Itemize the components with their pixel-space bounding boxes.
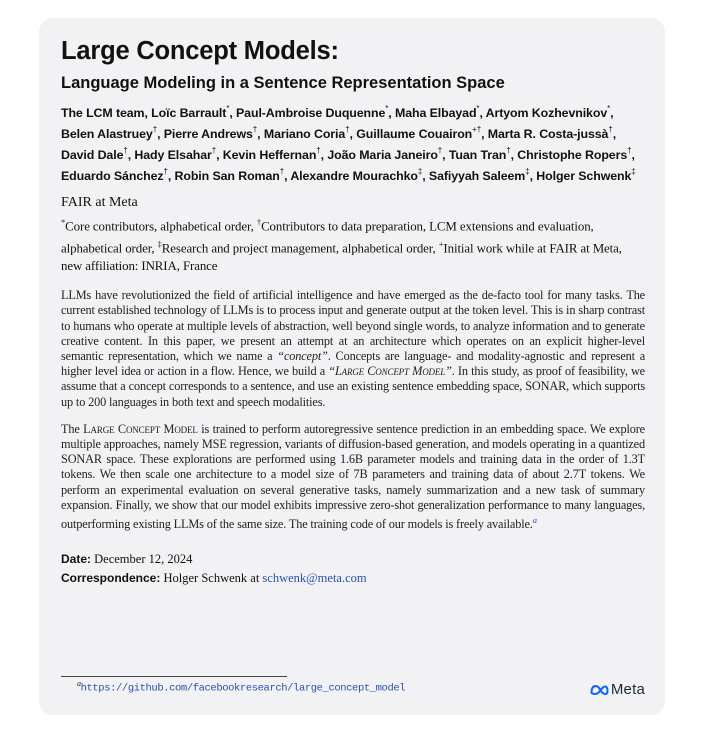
- paper-subtitle: Language Modeling in a Sentence Representation Space: [61, 74, 505, 92]
- author-name: Hady Elsahar: [134, 148, 212, 163]
- footnote-divider: [61, 676, 287, 677]
- email-link[interactable]: schwenk@meta.com: [262, 571, 367, 586]
- meta-logo: [589, 681, 645, 698]
- abstract-paragraph-2: [61, 422, 645, 533]
- author-mark: ‡: [631, 167, 636, 177]
- author-name: Maha Elbayad: [394, 106, 477, 121]
- paper-title: Large Concept Models:: [61, 37, 339, 65]
- author-name: Paul-Ambroise Duquenne: [236, 106, 386, 121]
- note-mark: †: [256, 216, 262, 227]
- paper-card: [39, 18, 665, 715]
- meta-logo-text: Meta: [610, 681, 645, 698]
- author-mark: †: [252, 125, 258, 135]
- author-mark: †: [345, 125, 350, 135]
- author-mark: †: [506, 146, 511, 156]
- author-mark: *: [607, 104, 611, 113]
- author-mark: †: [437, 146, 443, 156]
- note-mark: ‡: [157, 238, 162, 249]
- note-text: Research and project management, alphabetical order,: [161, 241, 439, 256]
- author-name: Robin San Roman: [174, 169, 280, 184]
- note-mark: *: [61, 216, 66, 227]
- author-name: Holger Schwenk: [536, 169, 632, 184]
- author-mark: †: [627, 146, 632, 156]
- author-mark: †: [123, 146, 128, 156]
- author-mark: ‡: [525, 167, 530, 177]
- author-mark: ‡: [417, 167, 423, 177]
- footnote-ref-link[interactable]: a: [532, 514, 537, 525]
- github-link[interactable]: https://github.com/facebookresearch/large_concept_model: [80, 682, 406, 695]
- author-mark: †: [608, 125, 613, 135]
- author-mark: †: [211, 146, 217, 156]
- author-mark: *: [385, 104, 389, 113]
- author-name: Mariano Coria: [263, 127, 346, 142]
- footnote-mark: a: [77, 679, 81, 688]
- author-mark: †: [279, 167, 285, 177]
- author-name: Eduardo Sánchez: [61, 169, 164, 184]
- author-name: Safiyyah Saleem: [428, 169, 526, 184]
- date-row: [61, 550, 645, 569]
- author-mark: *: [226, 104, 230, 113]
- author-name: Marta R. Costa-jussà: [487, 127, 609, 142]
- paper-header: [61, 36, 645, 588]
- note-text: Initial work while at FAIR at Meta, new affiliation: INRIA, France: [61, 241, 622, 274]
- lcm-term: Large Concept Model: [83, 421, 198, 436]
- abstract-text: . In this study, as proof of feasibility, we assume that a concept corresponds to a sentence, and use an existing sentence embedding space, SONAR, which supports up to 200 languages in both text and speech modalities.: [61, 364, 645, 409]
- author-name: Kevin Heffernan: [222, 148, 317, 163]
- author-name: Tuan Tran: [448, 148, 507, 163]
- date-value: December 12, 2024: [94, 552, 193, 567]
- contribution-notes: [61, 213, 645, 276]
- author-name: Artyom Kozhevnikov: [485, 106, 608, 121]
- meta-infinity-icon: [589, 684, 609, 696]
- abstract-paragraph-1: [61, 288, 645, 410]
- author-name: Christophe Ropers: [517, 148, 628, 163]
- note-text: Contributors to data preparation, LCM extensions and evaluation, alphabetical order,: [61, 218, 594, 256]
- date-label: Date:: [61, 552, 92, 567]
- affiliation: FAIR at Meta: [61, 194, 138, 210]
- concept-term: “concept”: [277, 348, 328, 363]
- abstract-text: LLMs have revolutionized the field of artificial intelligence and have emerged as the de-facto tool for many tasks. The current established technology of LLMs is to process input and generate output at the token level. This is in sharp contrast to humans who operate at multiple levels of abstraction, well beyond single words, to analyze information and to generate creative content. In this paper, we present an attempt at an architecture which operates on an explicit higher-level semantic representation, which we name a: [61, 288, 645, 363]
- lcm-term: “Large Concept Model”: [328, 364, 452, 379]
- correspondence-row: [61, 569, 645, 588]
- footnote: [77, 679, 405, 695]
- abstract-text: The: [61, 421, 84, 436]
- author-name: Guillaume Couairon: [356, 127, 473, 142]
- note-mark: +: [438, 238, 444, 249]
- abstract-text: is trained to perform autoregressive sentence prediction in an embedding space. We explore multiple approaches, namely MSE regression, variants of diffusion-based generation, and models operating in a quantized SONAR space. These explorations are performed using 1.6B parameter models and training data in the order of 1.3T tokens. We then scale one architecture to a model size of 7B parameters and training data of about 2.7T tokens. We perform an experimental evaluation on several generative tasks, namely summarization and a new task of summary expansion. Finally, we show that our model exhibits impressive zero-shot generalization performance to many languages, outperforming existing LLMs of the same size. The training code of our models is freely available.: [61, 421, 645, 532]
- author-mark: †: [152, 125, 158, 135]
- abstract-text: . Concepts are language- and modality-agnostic and represent a higher level idea or action in a flow. Hence, we build a: [61, 348, 645, 379]
- note-text: Core contributors, alphabetical order,: [65, 218, 257, 233]
- author-name: Loïc Barrault: [151, 106, 227, 121]
- author-name: David Dale: [61, 148, 124, 163]
- author-mark: †: [163, 167, 168, 177]
- correspondence-label: Correspondence:: [61, 571, 161, 586]
- author-list: The LCM team, Loïc Barrault*, Paul-Ambroise Duquenne*, Maha Elbayad*, Artyom Kozhevnikov*, Belen Alastruey†, Pierre Andrews†, Mariano Coria†, Guillaume Couairon+†, Marta R. Costa-jussà†, David Dale†, Hady Elsahar†, Kevin Heffernan†, João Maria Janeiro†, Tuan Tran†, Christophe Ropers†, Eduardo Sánchez†, Robin San Roman†, Alexandre Mourachko‡, Safiyyah Saleem‡, Holger Schwenk‡: [61, 104, 636, 184]
- author-name: The LCM team: [61, 106, 145, 121]
- author-name: Alexandre Mourachko: [290, 169, 418, 184]
- correspondence-text: Holger Schwenk at: [163, 571, 260, 586]
- author-mark: †: [316, 146, 321, 156]
- author-mark: +†: [472, 125, 482, 135]
- author-mark: *: [476, 104, 480, 113]
- author-name: João Maria Janeiro: [327, 148, 438, 163]
- author-name: Pierre Andrews: [163, 127, 253, 142]
- author-name: Belen Alastruey: [61, 127, 153, 142]
